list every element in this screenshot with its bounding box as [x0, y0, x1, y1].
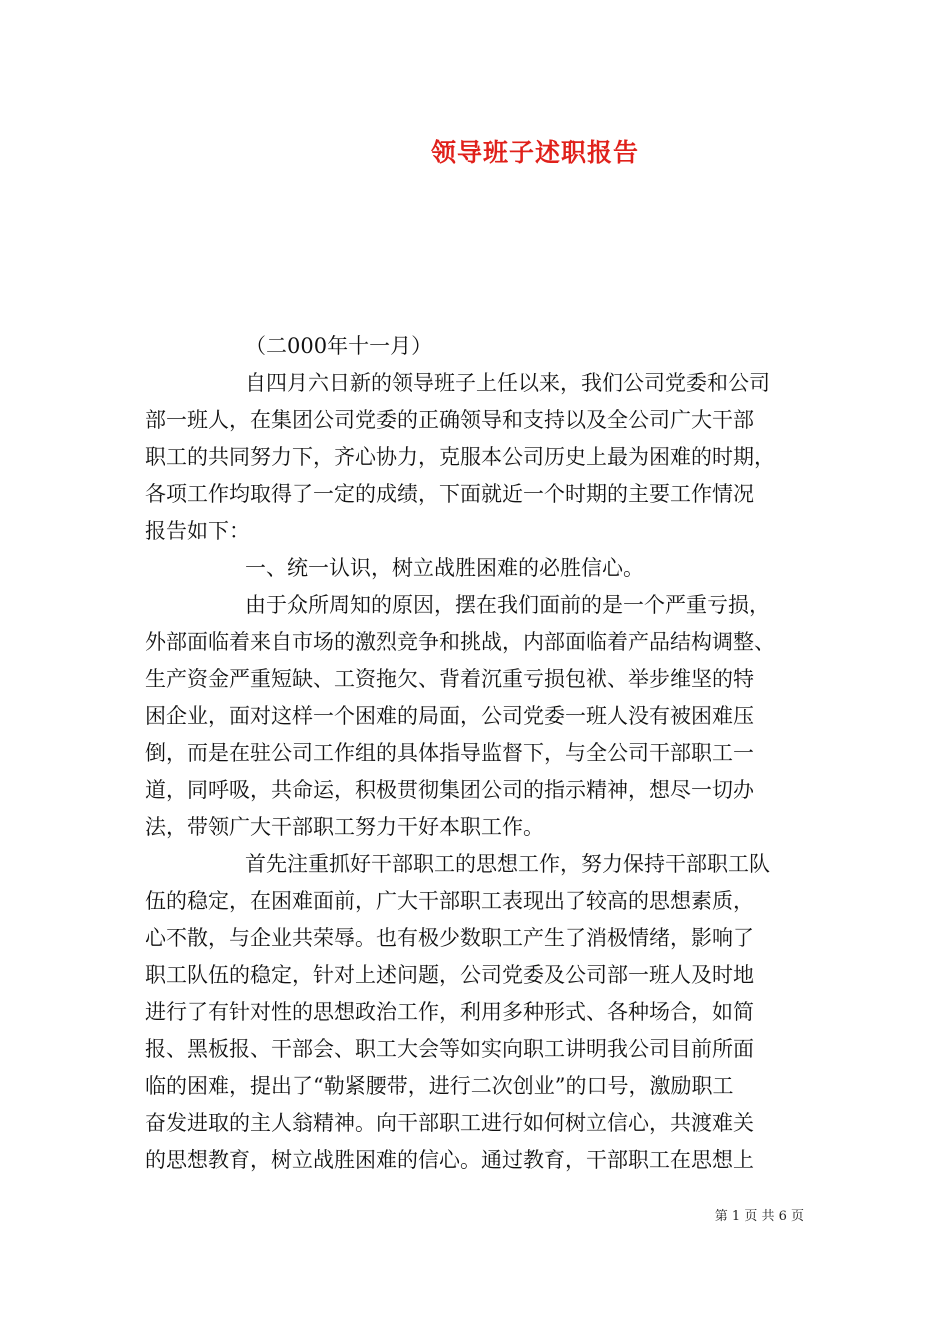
paragraph-line: 职工队伍的稳定，针对上述问题，公司党委及公司部一班人及时地 [145, 963, 754, 987]
document-title: 领导班子述职报告 [430, 138, 639, 167]
paragraph-line: 困企业，面对这样一个困难的局面，公司党委一班人没有被困难压 [145, 704, 754, 728]
paragraph-line: 奋发进取的主人翁精神。向干部职工进行如何树立信心，共渡难关 [145, 1111, 754, 1135]
paragraph-line: 道，同呼吸，共命运，积极贯彻集团公司的指示精神，想尽一切办 [145, 778, 754, 802]
paragraph-line: 首先注重抓好干部职工的思想工作，努力保持干部职工队 [245, 852, 770, 876]
paragraph-line: 各项工作均取得了一定的成绩，下面就近一个时期的主要工作情况 [145, 482, 754, 506]
paragraph-line: 由于众所周知的原因，摆在我们面前的是一个严重亏损， [245, 593, 770, 617]
page-footer: 第 1 页 共 6 页 [714, 1209, 804, 1224]
paragraph-line: 报告如下： [145, 519, 250, 543]
date-line: （二000年十一月） [245, 334, 433, 358]
paragraph-line: 进行了有针对性的思想政治工作，利用多种形式、各种场合，如简 [145, 1000, 754, 1024]
paragraph-line: 心不散，与企业共荣辱。也有极少数职工产生了消极情绪，影响了 [145, 926, 754, 950]
paragraph-line: 生产资金严重短缺、工资拖欠、背着沉重亏损包袱、举步维坚的特 [145, 667, 754, 691]
paragraph-line: 的思想教育，树立战胜困难的信心。通过教育，干部职工在思想上 [145, 1148, 754, 1172]
document-body [145, 328, 821, 1179]
paragraph-line: 职工的共同努力下，齐心协力，克服本公司历史上最为困难的时期， [145, 445, 775, 469]
paragraph-line: 部一班人，在集团公司党委的正确领导和支持以及全公司广大干部 [145, 408, 754, 432]
paragraph-line: 临的困难，提出了“勒紧腰带，进行二次创业”的口号，激励职工 [145, 1074, 734, 1098]
paragraph-line: 自四月六日新的领导班子上任以来，我们公司党委和公司 [245, 371, 770, 395]
section-heading: 一、统一认识，树立战胜困难的必胜信心。 [245, 556, 644, 580]
paragraph-line: 法，带领广大干部职工努力干好本职工作。 [145, 815, 544, 839]
paragraph-line: 报、黑板报、干部会、职工大会等如实向职工讲明我公司目前所面 [145, 1037, 754, 1061]
paragraph-line: 倒，而是在驻公司工作组的具体指导监督下，与全公司干部职工一 [145, 741, 754, 765]
paragraph-line: 外部面临着来自市场的激烈竞争和挑战，内部面临着产品结构调整、 [145, 630, 775, 654]
paragraph-line: 伍的稳定，在困难面前，广大干部职工表现出了较高的思想素质， [145, 889, 754, 913]
